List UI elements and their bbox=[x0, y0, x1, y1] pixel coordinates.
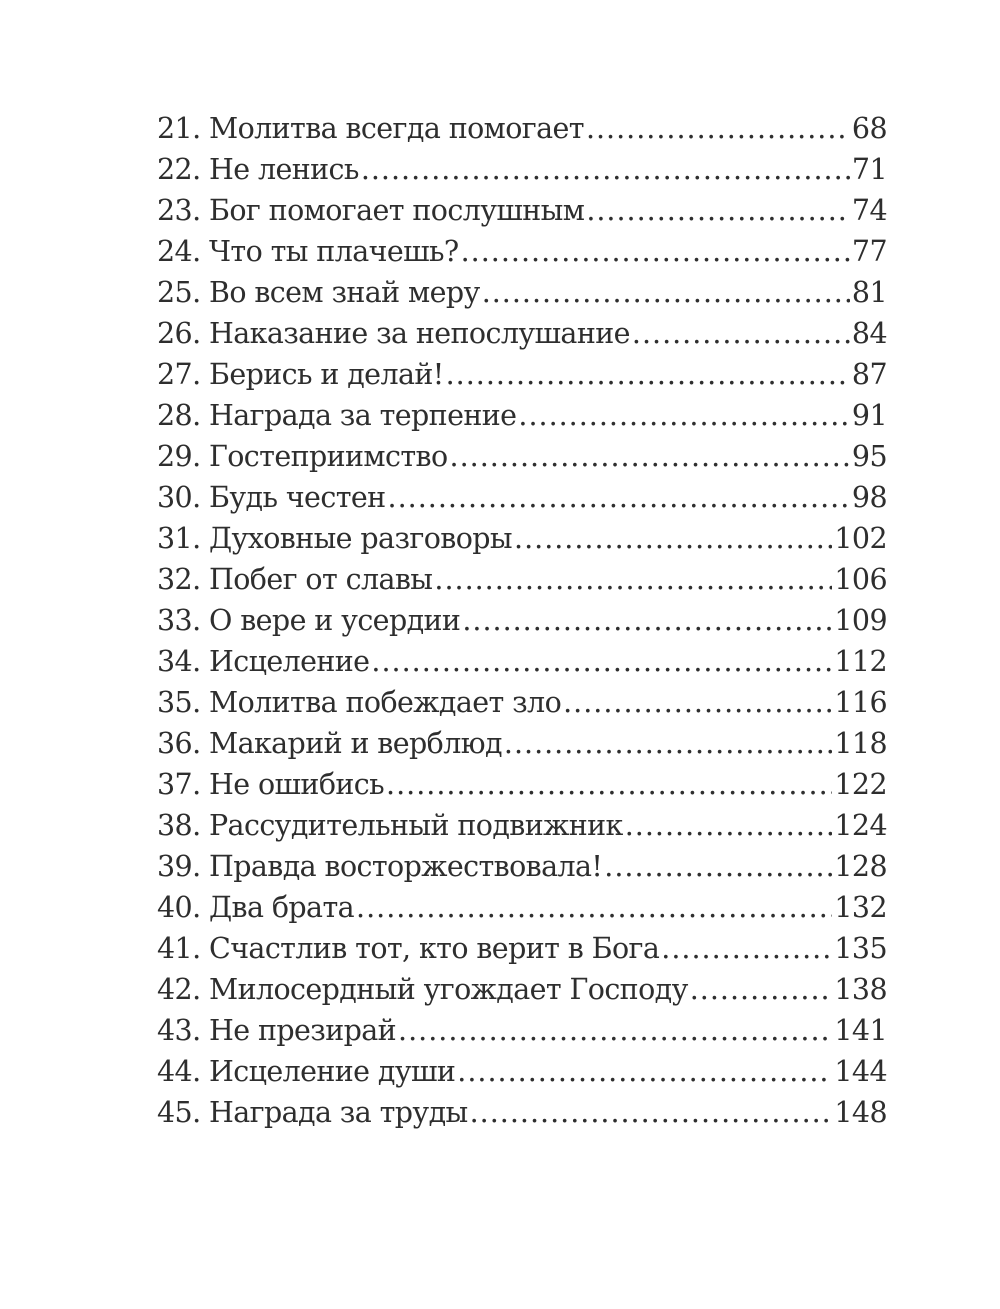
toc-entry-page: 91 bbox=[851, 399, 887, 432]
dot-leader bbox=[661, 928, 832, 969]
toc-entry-page: 141 bbox=[834, 1014, 887, 1047]
toc-entry-title: 37. Не ошибись bbox=[157, 768, 385, 801]
toc-entry-page: 109 bbox=[834, 604, 887, 637]
toc-entry-page: 95 bbox=[851, 440, 887, 473]
toc-entry bbox=[157, 149, 887, 190]
dot-leader bbox=[462, 600, 832, 641]
toc-entry-page: 116 bbox=[834, 686, 887, 719]
toc-entry bbox=[157, 723, 887, 764]
toc-entry-title: 29. Гостеприимство bbox=[157, 440, 448, 473]
toc-entry-page: 81 bbox=[851, 276, 887, 309]
toc-entry-title: 40. Два брата bbox=[157, 891, 355, 924]
dot-leader bbox=[386, 764, 832, 805]
dot-leader bbox=[461, 231, 850, 272]
toc-entry-page: 106 bbox=[834, 563, 887, 596]
toc-entry-page: 112 bbox=[834, 645, 887, 678]
dot-leader bbox=[625, 805, 833, 846]
toc-entry-page: 102 bbox=[834, 522, 887, 555]
toc-entry-title: 21. Молитва всегда помогает bbox=[157, 112, 584, 145]
toc-entry bbox=[157, 887, 887, 928]
dot-leader bbox=[457, 1051, 832, 1092]
toc-entry-page: 148 bbox=[834, 1096, 887, 1129]
toc-entry-title: 39. Правда восторжествовала! bbox=[157, 850, 603, 883]
dot-leader bbox=[361, 149, 850, 190]
dot-leader bbox=[518, 395, 850, 436]
dot-leader bbox=[563, 682, 832, 723]
toc-entry bbox=[157, 1051, 887, 1092]
toc-entry-title: 43. Не презирай bbox=[157, 1014, 397, 1047]
toc-entry-page: 138 bbox=[834, 973, 887, 1006]
toc-entry-title: 36. Макарий и верблюд bbox=[157, 727, 502, 760]
toc-entry bbox=[157, 928, 887, 969]
toc-entry-page: 122 bbox=[834, 768, 887, 801]
toc-entry bbox=[157, 805, 887, 846]
toc-entry-page: 87 bbox=[851, 358, 887, 391]
toc-entry-title: 35. Молитва побеждает зло bbox=[157, 686, 562, 719]
toc-entry bbox=[157, 600, 887, 641]
toc-entry bbox=[157, 272, 887, 313]
toc-entry-page: 77 bbox=[851, 235, 887, 268]
dot-leader bbox=[398, 1010, 832, 1051]
toc-entry-page: 124 bbox=[834, 809, 887, 842]
toc-entry-title: 25. Во всем знай меру bbox=[157, 276, 480, 309]
dot-leader bbox=[371, 641, 832, 682]
dot-leader bbox=[434, 559, 832, 600]
dot-leader bbox=[504, 723, 833, 764]
toc-entry bbox=[157, 477, 887, 518]
toc-entry bbox=[157, 969, 887, 1010]
toc-entry bbox=[157, 190, 887, 231]
toc-entry-page: 98 bbox=[851, 481, 887, 514]
toc-entry bbox=[157, 1092, 887, 1133]
toc-entry bbox=[157, 313, 887, 354]
toc-entry bbox=[157, 395, 887, 436]
dot-leader bbox=[586, 190, 850, 231]
toc-entry bbox=[157, 1010, 887, 1051]
toc-entry-title: 41. Счастлив тот, кто верит в Бога bbox=[157, 932, 660, 965]
dot-leader bbox=[446, 354, 850, 395]
toc-entry-title: 34. Исцеление bbox=[157, 645, 370, 678]
toc-entry-page: 84 bbox=[851, 317, 887, 350]
toc-entry bbox=[157, 436, 887, 477]
toc-entry-page: 132 bbox=[834, 891, 887, 924]
toc-entry-title: 26. Наказание за непослушание bbox=[157, 317, 630, 350]
table-of-contents bbox=[157, 108, 887, 1133]
dot-leader bbox=[356, 887, 832, 928]
toc-entry-title: 45. Награда за труды bbox=[157, 1096, 468, 1129]
toc-entry bbox=[157, 846, 887, 887]
toc-entry bbox=[157, 682, 887, 723]
toc-entry-page: 68 bbox=[851, 112, 887, 145]
toc-entry-title: 44. Исцеление души bbox=[157, 1055, 456, 1088]
toc-entry-page: 71 bbox=[851, 153, 887, 186]
dot-leader bbox=[514, 518, 832, 559]
toc-entry-title: 31. Духовные разговоры bbox=[157, 522, 513, 555]
dot-leader bbox=[450, 436, 850, 477]
toc-entry bbox=[157, 641, 887, 682]
toc-entry-title: 24. Что ты плачешь? bbox=[157, 235, 459, 268]
toc-entry-title: 22. Не ленись bbox=[157, 153, 359, 186]
dot-leader bbox=[632, 313, 850, 354]
toc-entry-page: 74 bbox=[851, 194, 887, 227]
toc-entry-page: 118 bbox=[834, 727, 887, 760]
dot-leader bbox=[388, 477, 850, 518]
dot-leader bbox=[690, 969, 833, 1010]
toc-entry-title: 32. Побег от славы bbox=[157, 563, 433, 596]
toc-entry-title: 23. Бог помогает послушным bbox=[157, 194, 585, 227]
toc-entry-title: 42. Милосердный угождает Господу bbox=[157, 973, 688, 1006]
toc-entry-title: 33. О вере и усердии bbox=[157, 604, 461, 637]
dot-leader bbox=[470, 1092, 833, 1133]
toc-entry bbox=[157, 108, 887, 149]
toc-entry-title: 28. Награда за терпение bbox=[157, 399, 517, 432]
toc-entry-title: 27. Берись и делай! bbox=[157, 358, 444, 391]
toc-entry bbox=[157, 354, 887, 395]
toc-entry-title: 38. Рассудительный подвижник bbox=[157, 809, 623, 842]
toc-entry-page: 135 bbox=[834, 932, 887, 965]
toc-entry bbox=[157, 764, 887, 805]
dot-leader bbox=[482, 272, 850, 313]
toc-entry-title: 30. Будь честен bbox=[157, 481, 386, 514]
toc-entry bbox=[157, 559, 887, 600]
dot-leader bbox=[586, 108, 850, 149]
toc-entry-page: 128 bbox=[834, 850, 887, 883]
toc-entry-page: 144 bbox=[834, 1055, 887, 1088]
toc-entry bbox=[157, 231, 887, 272]
dot-leader bbox=[604, 846, 832, 887]
toc-entry bbox=[157, 518, 887, 559]
